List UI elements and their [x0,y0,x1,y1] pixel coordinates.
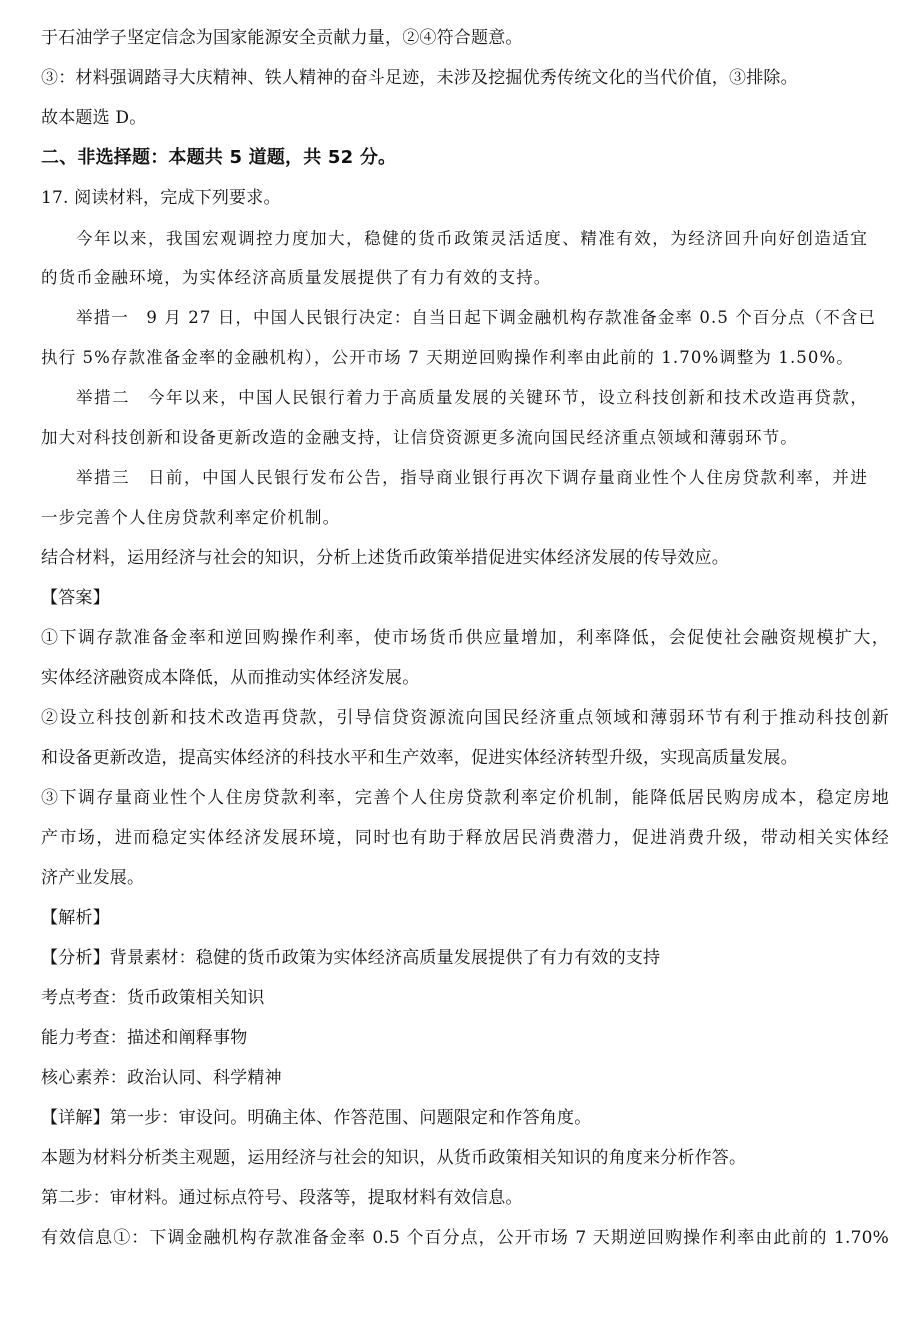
context-line-1: 于石油学子坚定信念为国家能源安全贡献力量，②④符合题意。 [41,28,523,48]
section-heading: 二、非选择题：本题共 5 道题，共 52 分。 [41,147,397,168]
analysis-label: 【解析】 [41,908,110,928]
answer-point-3-line-1: ③下调存量商业性个人住房贷款利率，完善个人住房贷款利率定价机制，能降低居民购房成本，稳定房地 [41,788,889,808]
answer-point-3-line-2: 产市场，进而稳定实体经济发展环境，同时也有助于释放居民消费潜力，促进消费升级，带动相关实体经 [41,828,889,848]
material-intro-line-2: 的货币金融环境，为实体经济高质量发展提供了有力有效的支持。 [41,268,552,287]
question-requirement: 结合材料，运用经济与社会的知识，分析上述货币政策举措促进实体经济发展的传导效应。 [41,548,729,568]
measure-2-line-2: 加大对科技创新和设备更新改造的金融支持，让信贷资源更多流向国民经济重点领域和薄弱环节。 [41,428,798,447]
answer-point-2-line-1: ②设立科技创新和技术改造再贷款，引导信贷资源流向国民经济重点领域和薄弱环节有利于推动科技创新 [41,708,889,728]
context-line-3: 故本题选 D。 [41,108,147,128]
measure-3-line-1: 举措三 日前，中国人民银行发布公告，指导商业银行再次下调存量商业性个人住房贷款利率，并进 [76,468,868,487]
analysis-step-1: 【详解】第一步：审设问。明确主体、作答范围、问题限定和作答角度。 [41,1108,592,1128]
answer-label: 【答案】 [41,588,110,608]
question-stem: 17. 阅读材料，完成下列要求。 [41,188,281,208]
answer-point-3-line-3: 济产业发展。 [41,868,145,888]
measure-1-line-2: 执行 5%存款准备金率的金融机构），公开市场 7 天期逆回购操作利率由此前的 1.70%调整为 1.50%。 [41,348,854,367]
analysis-effective-info-1: 有效信息①：下调金融机构存款准备金率 0.5 个百分点，公开市场 7 天期逆回购操作利率由此前的 1.70% [41,1228,889,1248]
material-intro-line-1: 今年以来，我国宏观调控力度加大，稳健的货币政策灵活适度、精准有效，为经济回升向好创造适宜 [76,229,868,248]
analysis-exam-point: 考点考查：货币政策相关知识 [41,988,265,1008]
answer-point-1-line-2: 实体经济融资成本降低，从而推动实体经济发展。 [41,668,420,688]
measure-1-line-1: 举措一 9 月 27 日，中国人民银行决定：自当日起下调金融机构存款准备金率 0.5 个百分点（不含已 [76,308,877,327]
analysis-background: 【分析】背景素材：稳健的货币政策为实体经济高质量发展提供了有力有效的支持 [41,948,661,968]
analysis-ability: 能力考查：描述和阐释事物 [41,1028,248,1048]
measure-2-line-1: 举措二 今年以来，中国人民银行着力于高质量发展的关键环节，设立科技创新和技术改造再贷款， [76,388,868,407]
answer-point-1-line-1: ①下调存款准备金率和逆回购操作利率，使市场货币供应量增加，利率降低，会促使社会融资规模扩大， [41,628,889,648]
context-line-2: ③：材料强调踏寻大庆精神、铁人精神的奋斗足迹，未涉及挖掘优秀传统文化的当代价值，③排除。 [41,68,798,88]
analysis-step-2: 第二步：审材料。通过标点符号、段落等，提取材料有效信息。 [41,1188,523,1208]
answer-point-2-line-2: 和设备更新改造，提高实体经济的科技水平和生产效率，促进实体经济转型升级，实现高质量发展。 [41,748,798,768]
analysis-literacy: 核心素养：政治认同、科学精神 [41,1068,282,1088]
measure-3-line-2: 一步完善个人住房贷款利率定价机制。 [41,508,341,527]
analysis-step-1-detail: 本题为材料分析类主观题，运用经济与社会的知识，从货币政策相关知识的角度来分析作答。 [41,1148,747,1168]
